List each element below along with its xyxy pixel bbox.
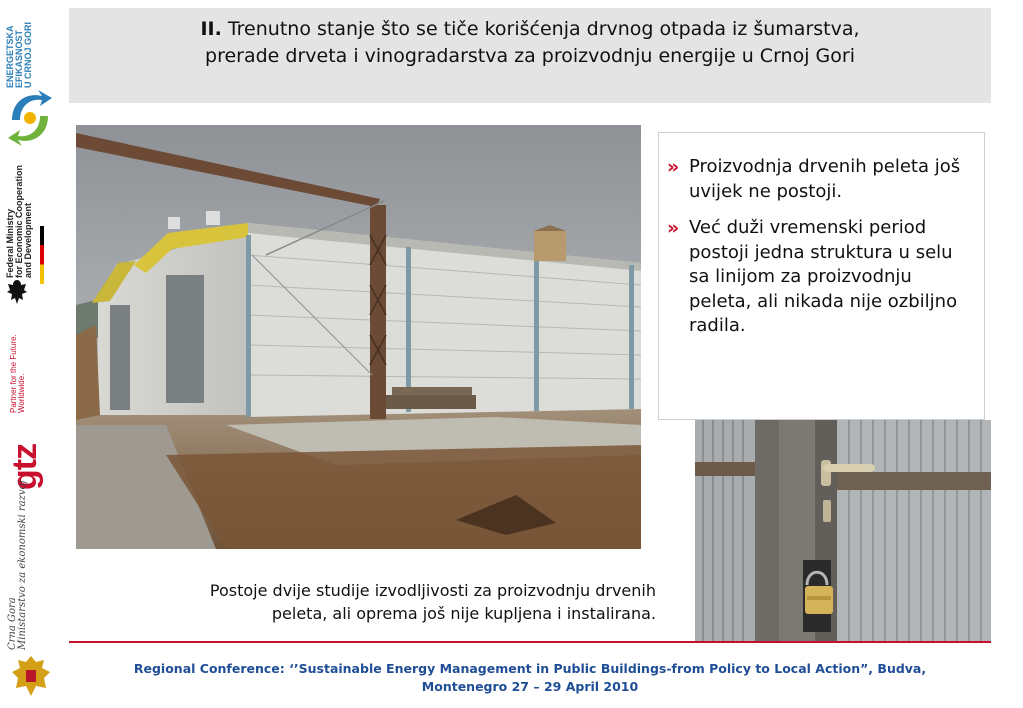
locked-door-photo xyxy=(695,420,991,642)
footer-text-line-2: Montenegro 27 – 29 April 2010 xyxy=(421,679,639,694)
energy-efficiency-logo-text: ENERGETSKA EFIKASNOST U CRNOJ GORI xyxy=(5,21,33,88)
gtz-logo: gtz xyxy=(6,443,44,490)
footer-divider xyxy=(69,641,991,643)
photo-caption-line-1: Postoje dvije studije izvodljivosti za proizvodnju drvenih xyxy=(209,581,656,600)
warehouse-photo xyxy=(76,125,641,549)
bullet-item-1 xyxy=(667,155,972,204)
montenegro-crest-icon xyxy=(6,652,56,702)
slide-title-line-1 xyxy=(69,16,991,43)
german-flag-icon xyxy=(40,226,44,284)
logo-strip xyxy=(0,0,62,708)
bmz-logo-text: Federal Ministry for Economic Cooperation and Development xyxy=(5,164,33,278)
slide-title-box xyxy=(69,8,991,103)
bullet-text-box xyxy=(658,132,985,420)
bullet-item-2 xyxy=(667,216,972,339)
gtz-partner-text: Partner for the Future. Worldwide. xyxy=(9,334,26,413)
photo-caption xyxy=(80,579,656,625)
german-eagle-icon xyxy=(6,278,28,306)
slide-title-text-1: Trenutno stanje što se tiče korišćenja drvnog otpada iz šumarstva, xyxy=(221,18,860,40)
bullet-marker: » xyxy=(667,156,680,178)
energy-efficiency-logo-icon xyxy=(4,86,56,152)
slide-title-prefix: II. xyxy=(200,18,222,40)
footer-text-line-1: Regional Conference: ‘’Sustainable Energy Management in Public Buildings-from Policy to Local Action”, Budva, xyxy=(133,661,927,676)
bullet-marker: » xyxy=(667,217,680,239)
bullet-text: Proizvodnja drvenih peleta još uvijek ne postoji. xyxy=(689,156,961,202)
bullet-text: Već duži vremenski period postoji jedna struktura u selu sa linijom za proizvodnju peleta, ali nikada nije ozbiljno radila. xyxy=(689,217,958,336)
photo-caption-line-2: peleta, ali oprema još nije kupljena i instalirana. xyxy=(271,604,656,623)
footer-text xyxy=(69,660,991,696)
montenegro-ministry-text: Crna Gora Ministarstvo za ekonomski razvoj xyxy=(7,480,28,650)
slide-title-line-2: prerade drveta i vinogradarstva za proizvodnju energije u Crnoj Gori xyxy=(205,45,855,67)
